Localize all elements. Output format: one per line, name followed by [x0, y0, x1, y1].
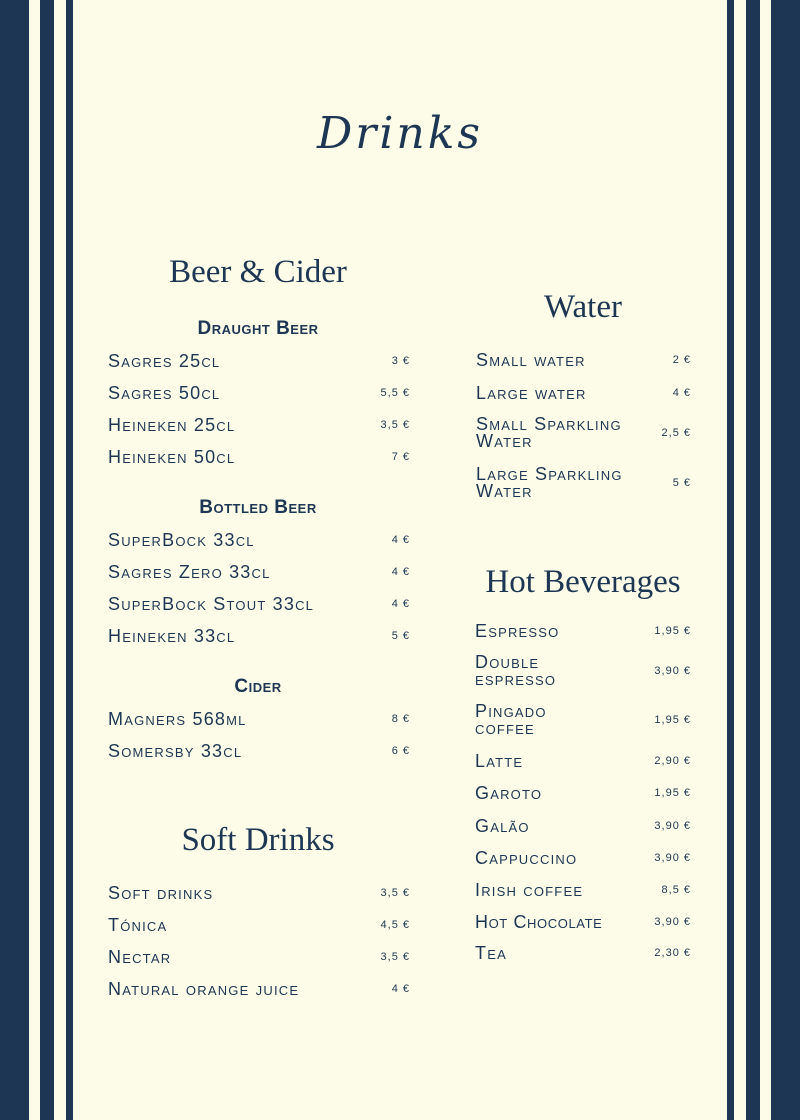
- draught-beer-heading: Draught Beer: [197, 318, 319, 339]
- item-name: Latte: [475, 750, 524, 771]
- left-stripe-thin: [66, 0, 73, 1120]
- item-name: Tónica: [108, 914, 168, 935]
- menu-item: [475, 911, 691, 933]
- item-price: 3,5 €: [380, 951, 410, 963]
- menu-item: [476, 464, 691, 502]
- right-stripe-mid: [746, 0, 760, 1120]
- item-name: Tea: [475, 942, 507, 963]
- item-name: Sagres 25cl: [108, 350, 221, 371]
- menu-item: [476, 349, 691, 371]
- menu-item: [108, 382, 410, 404]
- item-name: Heineken 33cl: [108, 625, 236, 646]
- item-name: Double espresso: [475, 652, 557, 689]
- menu-item: [108, 708, 410, 730]
- item-price: 4 €: [391, 598, 410, 610]
- item-price: 3,5 €: [380, 887, 410, 899]
- item-price: 3,5 €: [380, 419, 410, 431]
- item-name: Natural orange juice: [108, 978, 300, 999]
- item-name: Hot Chocolate: [475, 911, 603, 932]
- menu-item: [476, 414, 691, 452]
- menu-item: [475, 701, 691, 739]
- item-name: SuperBock 33cl: [108, 529, 255, 550]
- menu-item: [108, 978, 410, 1000]
- item-name: Espresso: [475, 620, 560, 641]
- menu-title: Drinks: [317, 108, 483, 159]
- menu-item: [475, 815, 691, 837]
- menu-item: [108, 561, 410, 583]
- left-stripe-mid: [40, 0, 54, 1120]
- item-price: 1,95 €: [654, 787, 691, 799]
- item-name: Garoto: [475, 782, 543, 803]
- menu-item: [108, 946, 410, 968]
- item-name: Pingado coffee: [475, 701, 547, 738]
- item-name: Large Sparkling Water: [476, 464, 623, 501]
- water-heading: Water: [544, 289, 622, 325]
- item-name: Magners 568ml: [108, 708, 247, 729]
- menu-item: [475, 782, 691, 804]
- menu-item: [475, 750, 691, 772]
- item-price: 3 €: [391, 355, 410, 367]
- item-name: Galão: [475, 815, 530, 836]
- menu-item: [475, 847, 691, 869]
- item-name: Somersby 33cl: [108, 740, 243, 761]
- menu-item: [108, 414, 410, 436]
- menu-item: [108, 914, 410, 936]
- menu-item: [108, 882, 410, 904]
- menu-item: [108, 529, 410, 551]
- right-stripe-thick: [771, 0, 800, 1120]
- menu-item: [108, 593, 410, 615]
- item-name: Heineken 25cl: [108, 414, 236, 435]
- menu-item: [475, 879, 691, 901]
- beer-cider-heading: Beer & Cider: [169, 254, 347, 290]
- item-price: 3,90 €: [654, 916, 691, 928]
- item-price: 5,5 €: [380, 387, 410, 399]
- menu-item: [475, 652, 691, 690]
- item-name: Heineken 50cl: [108, 446, 236, 467]
- item-price: 1,95 €: [654, 625, 691, 637]
- item-price: 4 €: [672, 387, 691, 399]
- item-price: 3,90 €: [654, 820, 691, 832]
- left-stripe-thick: [0, 0, 29, 1120]
- item-name: Sagres Zero 33cl: [108, 561, 271, 582]
- item-name: SuperBock Stout 33cl: [108, 593, 315, 614]
- item-price: 4,5 €: [380, 919, 410, 931]
- item-name: Soft drinks: [108, 882, 214, 903]
- item-price: 4 €: [391, 983, 410, 995]
- item-price: 3,90 €: [654, 852, 691, 864]
- item-price: 1,95 €: [654, 714, 691, 726]
- hot-beverages-heading: Hot Beverages: [485, 564, 681, 600]
- menu-item: [108, 740, 410, 762]
- item-price: 4 €: [391, 566, 410, 578]
- menu-item: [475, 942, 691, 964]
- item-price: 5 €: [391, 630, 410, 642]
- item-price: 8,5 €: [661, 884, 691, 896]
- item-price: 8 €: [391, 713, 410, 725]
- menu-item: [108, 446, 410, 468]
- item-price: 2 €: [672, 354, 691, 366]
- bottled-beer-heading: Bottled Beer: [199, 497, 317, 518]
- menu-item: [476, 382, 691, 404]
- item-name: Sagres 50cl: [108, 382, 221, 403]
- item-price: 2,5 €: [661, 427, 691, 439]
- item-name: Small water: [476, 349, 586, 370]
- cider-heading: Cider: [234, 676, 282, 697]
- item-price: 2,90 €: [654, 755, 691, 767]
- item-name: Nectar: [108, 946, 172, 967]
- item-name: Cappuccino: [475, 847, 578, 868]
- menu-item: [108, 625, 410, 647]
- item-price: 4 €: [391, 534, 410, 546]
- menu-item: [108, 350, 410, 372]
- item-name: Large water: [476, 382, 587, 403]
- item-name: Small Sparkling Water: [476, 414, 622, 451]
- item-price: 5 €: [672, 477, 691, 489]
- item-price: 2,30 €: [654, 947, 691, 959]
- soft-drinks-heading: Soft Drinks: [181, 822, 335, 858]
- item-price: 7 €: [391, 451, 410, 463]
- item-name: Irish coffee: [475, 879, 584, 900]
- item-price: 3,90 €: [654, 665, 691, 677]
- item-price: 6 €: [391, 745, 410, 757]
- menu-item: [475, 620, 691, 642]
- right-stripe-thin: [727, 0, 734, 1120]
